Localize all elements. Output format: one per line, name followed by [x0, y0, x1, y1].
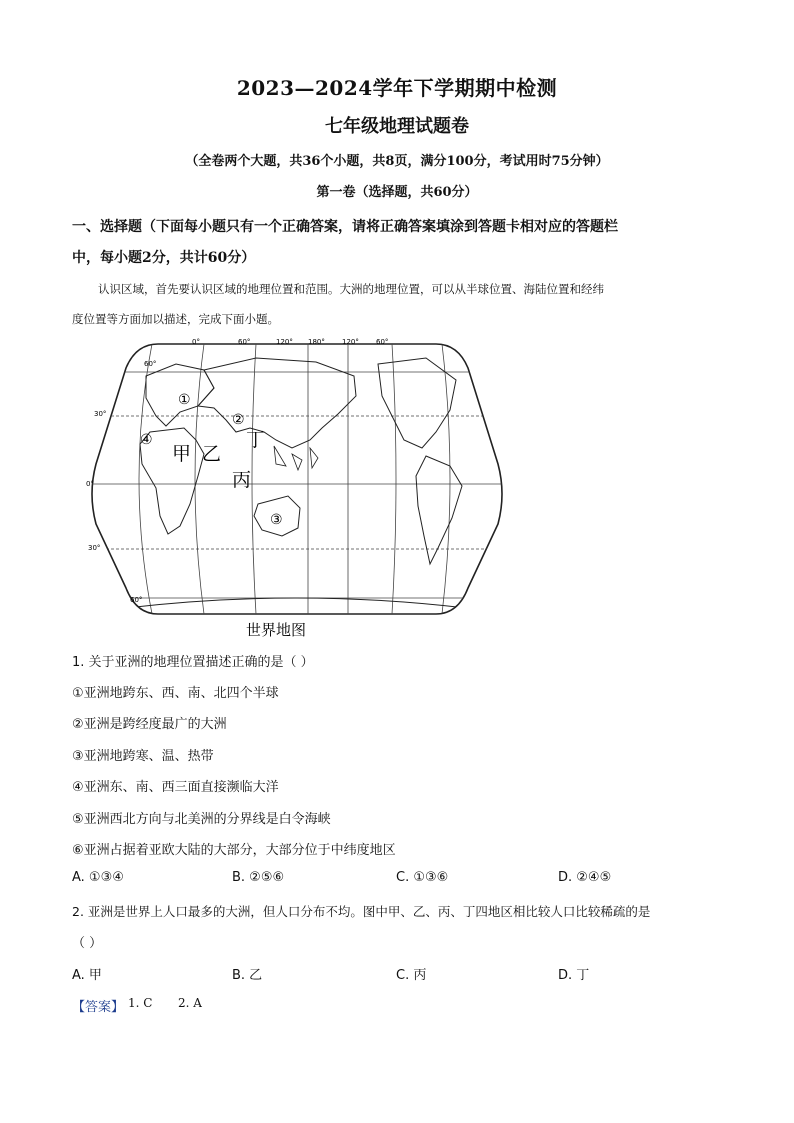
- exam-subtitle: 七年级地理试题卷: [325, 116, 469, 137]
- part-heading: 第一卷（选择题，共60分）: [316, 185, 478, 200]
- region-marker-2: ②: [232, 412, 245, 428]
- q1-option-c: C. ①③⑥: [396, 870, 449, 885]
- exam-note: （全卷两个大题，共36个小题，共8页，满分100分，考试用时75分钟）: [185, 154, 609, 169]
- map-caption: 世界地图: [246, 621, 307, 639]
- region-marker-4: ④: [140, 432, 153, 448]
- lon-label: 60°: [238, 338, 251, 346]
- q2-stem: 2. 亚洲是世界上人口最多的大洲，但人口分布不均。图中甲、乙、丙、丁四地区相比较人口比较稀疏的是: [72, 904, 651, 919]
- answer-1: 1. C: [128, 996, 153, 1010]
- region-marker-1: ①: [178, 392, 191, 408]
- intro-paragraph: [72, 274, 722, 334]
- q1-item: ⑥亚洲占据着亚欧大陆的大部分，大部分位于中纬度地区: [72, 843, 396, 858]
- north-america-outline: [378, 358, 456, 448]
- answer-2: 2. A: [178, 996, 202, 1010]
- q1-item: ⑤亚洲西北方向与北美洲的分界线是白令海峡: [72, 812, 331, 827]
- exam-title: 2023—2024学年下学期期中检测: [236, 76, 558, 100]
- intro-line-2: 度位置等方面加以描述，完成下面小题。: [72, 312, 279, 326]
- lon-label: 120°: [276, 338, 293, 346]
- q1-option-d: D. ②④⑤: [558, 870, 612, 885]
- q1-stem: 1. 关于亚洲的地理位置描述正确的是（ ）: [72, 655, 314, 670]
- section-line-1: 一、选择题（下面每小题只有一个正确答案，请将正确答案填涂到答题卡相对应的答题栏: [72, 219, 618, 235]
- q1-item: ④亚洲东、南、西三面直接濒临大洋: [72, 780, 279, 795]
- section-line-2: 中，每小题2分，共计60分）: [72, 250, 256, 266]
- place-label-jia: 甲: [172, 443, 192, 465]
- lat-label: 60°: [144, 360, 157, 368]
- q1-option-a: A. ①③④: [72, 870, 124, 885]
- q2-stem-paren: （ ）: [72, 936, 103, 951]
- place-label-bing: 丙: [232, 469, 252, 491]
- antarctica-outline: [126, 598, 466, 608]
- lon-label: 180°: [308, 338, 325, 346]
- lon-label: 0°: [192, 338, 200, 346]
- q2-option-a: A. 甲: [72, 968, 102, 983]
- lat-label: 30°: [94, 410, 107, 418]
- lat-label: 0°: [86, 480, 94, 488]
- answer-tag: 【答案】: [72, 1000, 125, 1015]
- place-label-ding: 丁: [246, 429, 266, 451]
- q2-option-b: B. 乙: [232, 968, 263, 983]
- intro-line-1: 认识区域，首先要认识区域的地理位置和范围。大洲的地理位置，可以从半球位置、海陆位置和经纬: [98, 282, 604, 296]
- world-map-figure: [86, 336, 506, 642]
- south-america-outline: [416, 456, 462, 564]
- lat-label: 30°: [88, 544, 101, 552]
- q2-option-c: C. 丙: [396, 968, 427, 983]
- map-border: [92, 344, 502, 614]
- lat-label: 60°: [130, 596, 143, 604]
- q1-option-b: B. ②⑤⑥: [232, 870, 285, 885]
- asia-outline: [198, 358, 356, 448]
- q1-item: ①亚洲地跨东、西、南、北四个半球: [72, 686, 279, 701]
- lon-label: 120°: [342, 338, 359, 346]
- q1-item: ③亚洲地跨寒、温、热带: [72, 749, 214, 764]
- lon-label: 60°: [376, 338, 389, 346]
- place-label-yi: 乙: [202, 443, 222, 465]
- region-marker-3: ③: [270, 512, 283, 528]
- section-instructions: [72, 212, 722, 274]
- q1-item: ②亚洲是跨经度最广的大洲: [72, 717, 227, 732]
- q2-option-d: D. 丁: [558, 968, 590, 983]
